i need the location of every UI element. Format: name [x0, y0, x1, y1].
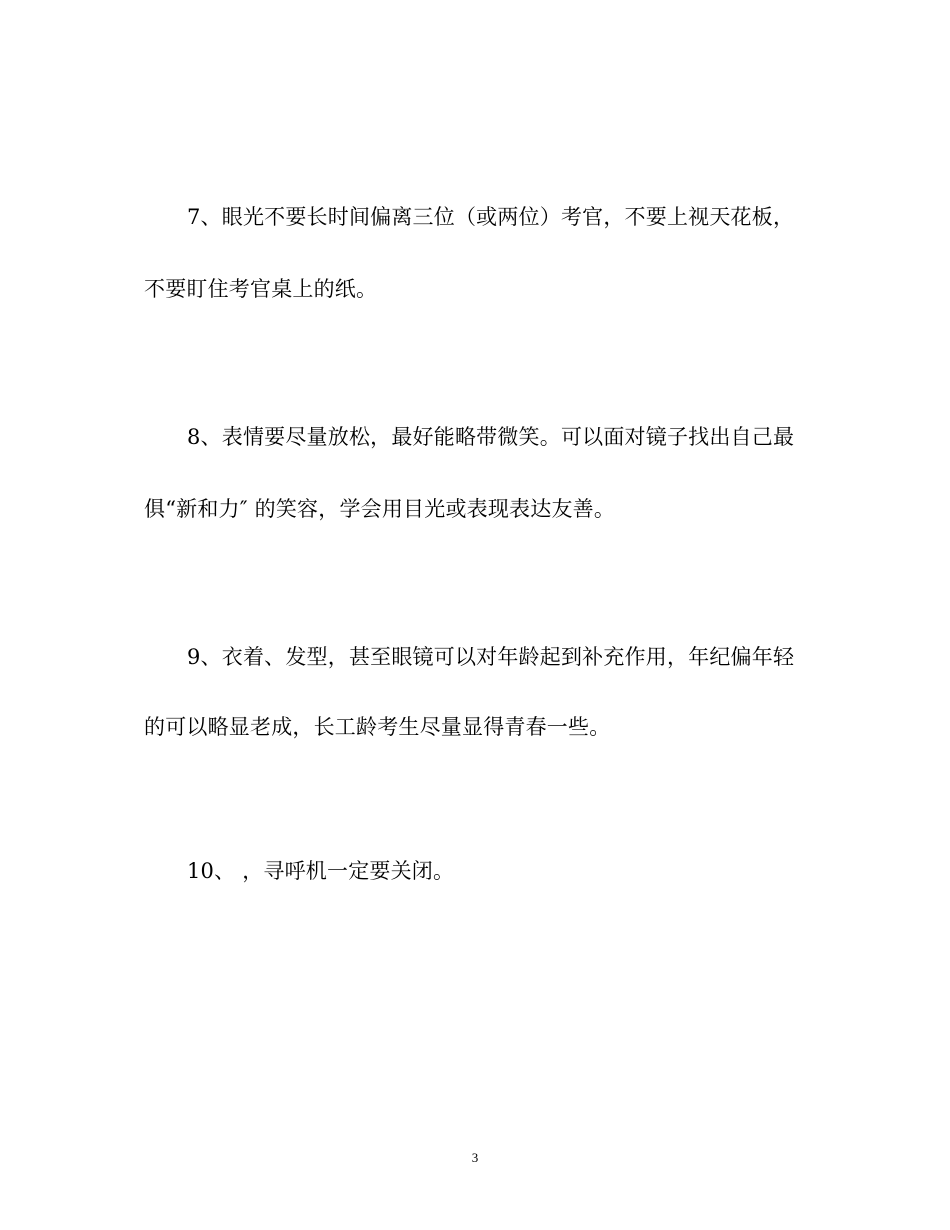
paragraph-8-line-2: 俱“新和力″ 的笑容，学会用目光或表现表达友善。: [144, 497, 616, 521]
paragraph-10-line-1: 10、 ，寻呼机一定要关闭。: [187, 859, 455, 883]
paragraph-9-line-1: 9、衣着、发型，甚至眼镜可以对年龄起到补充作用，年纪偏年轻: [187, 645, 795, 669]
paragraph-7-line-2: 不要盯住考官桌上的纸。: [144, 277, 378, 301]
paragraph-9-line-2: 的可以略显老成，长工龄考生尽量显得青春一些。: [144, 715, 611, 739]
paragraph-7-line-1: 7、眼光不要长时间偏离三位（或两位）考官，不要上视天花板，: [187, 205, 795, 229]
page-number: 3: [471, 1150, 479, 1165]
paragraph-8-line-1: 8、表情要尽量放松，最好能略带微笑。可以面对镜子找出自己最: [187, 425, 795, 449]
